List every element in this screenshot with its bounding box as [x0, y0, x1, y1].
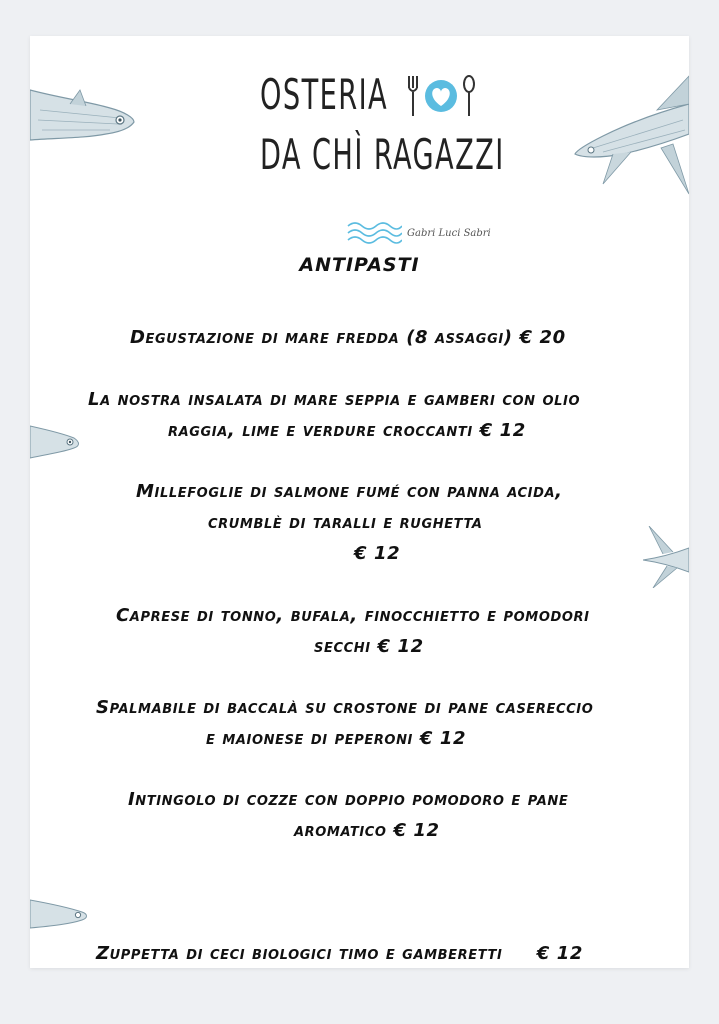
menu-item	[116, 600, 590, 662]
menu-item-line: Spalmabile di baccalà su crostone di pane casereccio	[96, 697, 594, 718]
restaurant-name-line1: OSTERIA	[260, 70, 389, 119]
fish-icon	[573, 74, 689, 198]
menu-item	[136, 476, 563, 569]
waves-icon	[346, 220, 402, 246]
menu-item-line: Caprese di tonno, bufala, finocchietto e pomodori	[116, 605, 590, 626]
menu-page	[30, 36, 689, 968]
signature: Gabri Luci Sabri	[407, 228, 491, 239]
menu-item-line: raggia, lime e verdure croccanti € 12	[168, 420, 526, 441]
menu-item-line: Intingolo di cozze con doppio pomodoro e pane	[128, 789, 569, 810]
menu-item-line: Zuppetta di ceci biologici timo e gamberetti € 12	[96, 943, 583, 964]
menu-item-line: Degustazione di mare fredda (8 assaggi) € 20	[130, 327, 566, 348]
fish-icon	[30, 80, 138, 150]
menu-item-line: secchi € 12	[314, 636, 424, 657]
menu-item-line: aromatico € 12	[294, 820, 440, 841]
restaurant-name-line2: DA CHÌ RAGAZZI	[260, 130, 505, 179]
menu-item	[128, 784, 568, 846]
menu-item	[96, 876, 583, 968]
menu-item-line: e maionese di peperoni € 12	[206, 728, 467, 749]
menu-item	[96, 692, 593, 754]
restaurant-logo	[260, 70, 520, 250]
fish-icon	[643, 526, 689, 588]
menu-item-line: € 12	[354, 543, 401, 564]
section-title: ANTIPASTI	[299, 254, 420, 276]
menu-item	[88, 384, 580, 446]
fish-icon	[30, 418, 82, 466]
menu-item-line: La nostra insalata di mare seppia e gamberi con olio	[88, 389, 581, 410]
menu-item-line: crumblè di taralli e rughetta	[208, 512, 483, 533]
menu-item	[130, 322, 566, 353]
fork-heart-spoon-icon	[405, 74, 477, 118]
fish-icon	[30, 894, 90, 934]
menu-item-line: Millefoglie di salmone fumé con panna acida,	[136, 481, 563, 502]
